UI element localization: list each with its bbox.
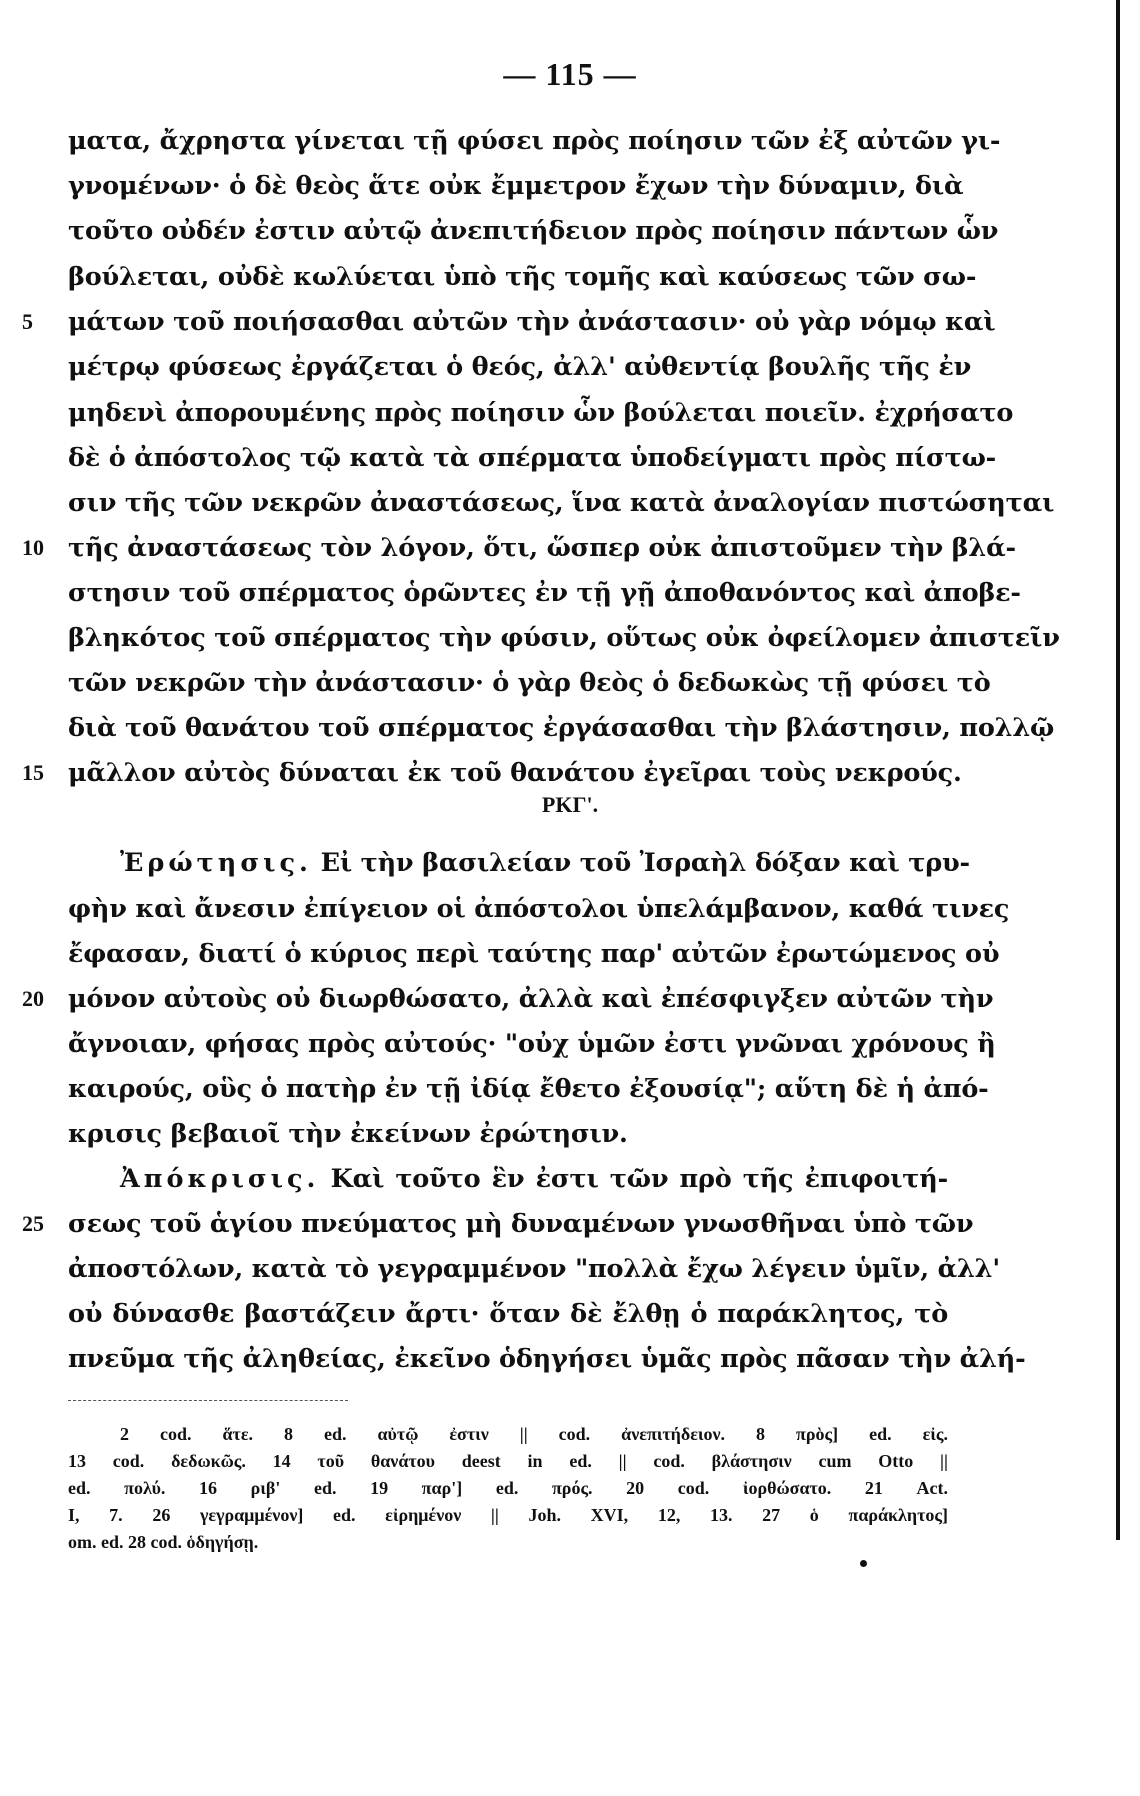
text-line: κρισις βεβαιοῖ τὴν ἐκείνων ἐρώτησιν. [68, 1119, 628, 1149]
text-line: μᾶλλον αὐτὸς δύναται ἐκ τοῦ θανάτου ἐγεῖραι τοὺς νεκρούς. [68, 758, 962, 788]
line-number: 20 [22, 986, 44, 1011]
text-line: πνεῦμα τῆς ἀληθείας, ἐκεῖνο ὁδηγήσει ὑμᾶς πρὸς πᾶσαν τὴν ἀλή- [68, 1344, 1026, 1374]
text-line: τῶν νεκρῶν τὴν ἀνάστασιν· ὁ γὰρ θεὸς ὁ δεδωκὼς τῇ φύσει τὸ [68, 668, 991, 698]
text-line: γνομένων· ὁ δὲ θεὸς ἅτε οὐκ ἔμμετρον ἔχων τὴν δύναμιν, διὰ [68, 171, 964, 201]
text-line: ἔφασαν, διατί ὁ κύριος περὶ ταύτης παρ' αὐτῶν ἐρωτώμενος οὐ [68, 939, 1000, 969]
text-line: στησιν τοῦ σπέρματος ὁρῶντες ἐν τῇ γῇ ἀποθανόντος καὶ ἀποβε- [68, 578, 1021, 608]
text-line: βληκότος τοῦ σπέρματος τὴν φύσιν, οὕτως οὐκ ὀφείλομεν ἀπιστεῖν [68, 623, 1060, 653]
text-line: τοῦτο οὐδέν ἐστιν αὐτῷ ἀνεπιτήδειον πρὸς ποίησιν πάντων ὧν [68, 216, 999, 246]
text-line: μόνον αὐτοὺς οὐ διωρθώσατο, ἀλλὰ καὶ ἐπέσφιγξεν αὐτῶν τὴν [68, 984, 994, 1014]
scan-edge-line [1116, 0, 1120, 1540]
text-line: βούλεται, οὐδὲ κωλύεται ὑπὸ τῆς τομῆς καὶ καύσεως τῶν σω- [68, 262, 977, 292]
footnote-line: ed. πολύ. 16 ριβ' ed. 19 παρ'] ed. πρός. 20 cod. ἰορθώσατο. 21 Act. [68, 1478, 948, 1498]
text-line: ἀποστόλων, κατὰ τὸ γεγραμμένον "πολλὰ ἔχω λέγειν ὑμῖν, ἀλλ' [68, 1254, 1000, 1284]
footnote-line: 13 cod. δεδωκῶς. 14 τοῦ θανάτου deest in ed. || cod. βλάστησιν cum Otto || [68, 1451, 948, 1471]
answer-first-line [68, 1164, 948, 1194]
text-line: ματα, ἄχρηστα γίνεται τῇ φύσει πρὸς ποίησιν τῶν ἐξ αὐτῶν γι- [68, 126, 1001, 156]
footnote-line: I, 7. 26 γεγραμμένον] ed. εἰρημένον || Joh. XVI, 12, 13. 27 ὁ παράκλητος] [68, 1505, 948, 1525]
answer-label: Ἀπόκρισις. [120, 1164, 320, 1194]
ink-spot [860, 1560, 867, 1567]
line-number: 10 [22, 535, 44, 560]
question-label: Ἐρώτησις. [120, 848, 312, 878]
text-line: μέτρῳ φύσεως ἐργάζεται ὁ θεός, ἀλλ' αὐθεντίᾳ βουλῆς τῆς ἐν [68, 352, 972, 382]
question-text: Εἰ τὴν βασιλείαν τοῦ Ἰσραὴλ δόξαν καὶ τρυ- [320, 848, 970, 878]
footnote-rule [68, 1400, 348, 1401]
line-number: 15 [22, 760, 44, 785]
text-line: καιρούς, οὓς ὁ πατὴρ ἐν τῇ ἰδίᾳ ἔθετο ἐξουσίᾳ"; αὕτη δὲ ἡ ἀπό- [68, 1074, 989, 1104]
footnote-line: 2 cod. ἅτε. 8 ed. αὐτῷ ἐστιν || cod. ἀνεπιτήδειον. 8 πρὸς] ed. εἰς. [120, 1424, 948, 1444]
footnote-line: om. ed. 28 cod. ὁδηγήσῃ. [68, 1532, 259, 1552]
line-number: 25 [22, 1211, 44, 1236]
line-number: 5 [22, 309, 33, 334]
text-line: ἄγνοιαν, φήσας πρὸς αὐτούς· "οὐχ ὑμῶν ἐστι γνῶναι χρόνους ἢ [68, 1029, 996, 1059]
text-line: οὐ δύνασθε βαστάζειν ἄρτι· ὅταν δὲ ἔλθῃ ὁ παράκλητος, τὸ [68, 1299, 948, 1329]
text-line: μηδενὶ ἀπορουμένης πρὸς ποίησιν ὧν βούλεται ποιεῖν. ἐχρήσατο [68, 398, 1014, 428]
text-line: σιν τῆς τῶν νεκρῶν ἀναστάσεως, ἵνα κατὰ ἀναλογίαν πιστώσηται [68, 488, 1055, 518]
text-line: φὴν καὶ ἄνεσιν ἐπίγειον οἱ ἀπόστολοι ὑπελάμβανον, καθά τινες [68, 894, 1010, 924]
text-line: δὲ ὁ ἀπόστολος τῷ κατὰ τὰ σπέρματα ὑποδείγματι πρὸς πίστω- [68, 443, 997, 473]
question-first-line [68, 848, 970, 878]
answer-text: Καὶ τοῦτο ἓν ἐστι τῶν πρὸ τῆς ἐπιφοιτή- [330, 1164, 948, 1194]
page-number: — 115 — [503, 56, 637, 92]
text-line: μάτων τοῦ ποιήσασθαι αὐτῶν τὴν ἀνάστασιν· οὐ γὰρ νόμῳ καὶ [68, 307, 996, 337]
text-line: σεως τοῦ ἁγίου πνεύματος μὴ δυναμένων γνωσθῆναι ὑπὸ τῶν [68, 1209, 974, 1239]
text-line: τῆς ἀναστάσεως τὸν λόγον, ὅτι, ὥσπερ οὐκ ἀπιστοῦμεν τὴν βλά- [68, 533, 1016, 563]
section-heading: ΡΚΓ'. [541, 792, 599, 817]
text-line: διὰ τοῦ θανάτου τοῦ σπέρματος ἐργάσασθαι τὴν βλάστησιν, πολλῷ [68, 713, 1055, 743]
